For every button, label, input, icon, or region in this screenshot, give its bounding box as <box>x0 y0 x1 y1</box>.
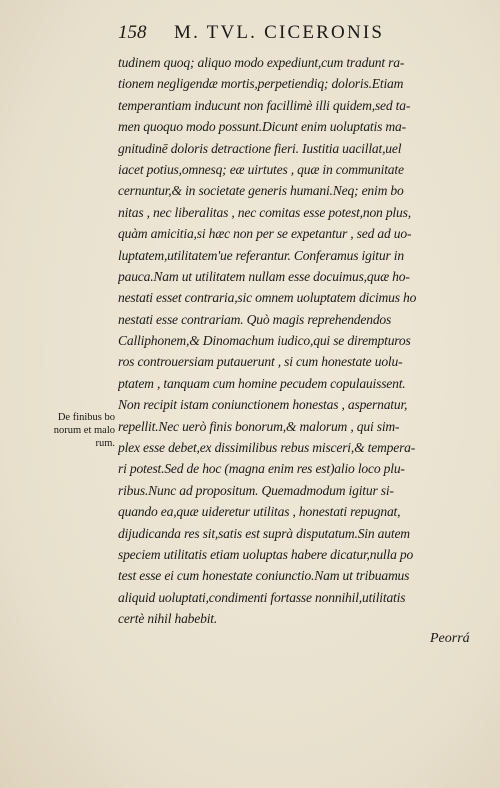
text-line: certè nihil habebit. <box>118 611 218 627</box>
text-line: iacet potius,omnesq; eæ uirtutes , quæ in communitate <box>118 161 404 177</box>
text-line: tionem negligendæ mortis,perpetiendiq; doloris.Etiam <box>118 76 404 92</box>
text-line: dijudicanda res sit,satis est suprà disputatum.Sin autem <box>118 525 410 541</box>
text-line: repellit.Nec uerò finis bonorum,& malorum , qui sim- <box>118 418 400 434</box>
text-line: luptatem,utilitatem'ue referantur. Conferamus igitur in <box>118 247 404 263</box>
text-line: cernuntur,& in societate generis humani.Neq; enim bo <box>118 183 404 199</box>
text-line: gnitudinē doloris detractione fieri. Iustitia uacillat,uel <box>118 140 402 156</box>
text-line: quando ea,quæ uideretur utilitas , honestati repugnat, <box>118 504 401 520</box>
text-line: plex esse debet,ex dissimilibus rebus misceri,& tempera- <box>118 440 416 456</box>
text-line: Calliphonem,& Dinomachum iudico,qui se dirempturos <box>118 333 411 349</box>
text-line: nestati esset contraria,sic omnem uoluptatem dicimus ho <box>118 290 417 306</box>
body-text <box>118 52 484 630</box>
text-line: temperantiam inducunt non facillimè illi quidem,sed ta- <box>118 97 411 113</box>
catchword: Peorrá <box>430 631 470 646</box>
text-line: ri potest.Sed de hoc (magna enim res est)alio loco plu- <box>118 461 405 477</box>
text-line: ros controuersiam putauerunt , si cum honestate uolu- <box>118 354 403 370</box>
margin-note-line: rum. <box>95 438 115 449</box>
margin-note-line: norum et malo <box>53 425 115 436</box>
text-line: ribus.Nunc ad propositum. Quemadmodum igitur si- <box>118 482 394 498</box>
page-header <box>118 22 478 48</box>
text-line: Non recipit istam coniunctionem honestas , aspernatur, <box>118 397 408 413</box>
text-line: speciem utilitatis etiam uoluptas habere dicatur,nulla po <box>118 546 414 562</box>
margin-note <box>30 411 115 450</box>
text-line: tudinem quoq; aliquo modo expediunt,cum tradunt ra- <box>118 55 405 70</box>
text-line: pauca.Nam ut utilitatem nullam esse docuimus,quæ ho- <box>118 268 410 284</box>
page-number: 158 <box>118 22 147 43</box>
margin-note-line: De finibus bo <box>57 412 115 423</box>
text-line: test esse ei cum honestate coniunctio.Nam ut tribuamus <box>118 568 410 584</box>
running-head: M. TVL. CICERONIS <box>174 22 385 43</box>
text-line: aliquid uoluptati,condimenti fortasse nonnihil,utilitatis <box>118 589 406 605</box>
text-line: nestati esse contrariam. Quò magis reprehendendos <box>118 311 392 327</box>
text-line: ptatem , tanquam cum homine pecudem copulauissent. <box>118 375 406 391</box>
text-line: nitas , nec liberalitas , nec comitas esse potest,non plus, <box>118 204 411 220</box>
text-line: men quoquo modo possunt.Dicunt enim uoluptatis ma- <box>118 119 406 135</box>
text-line: quàm amicitia,si hæc non per se expetantur , sed ad uo- <box>118 226 412 242</box>
